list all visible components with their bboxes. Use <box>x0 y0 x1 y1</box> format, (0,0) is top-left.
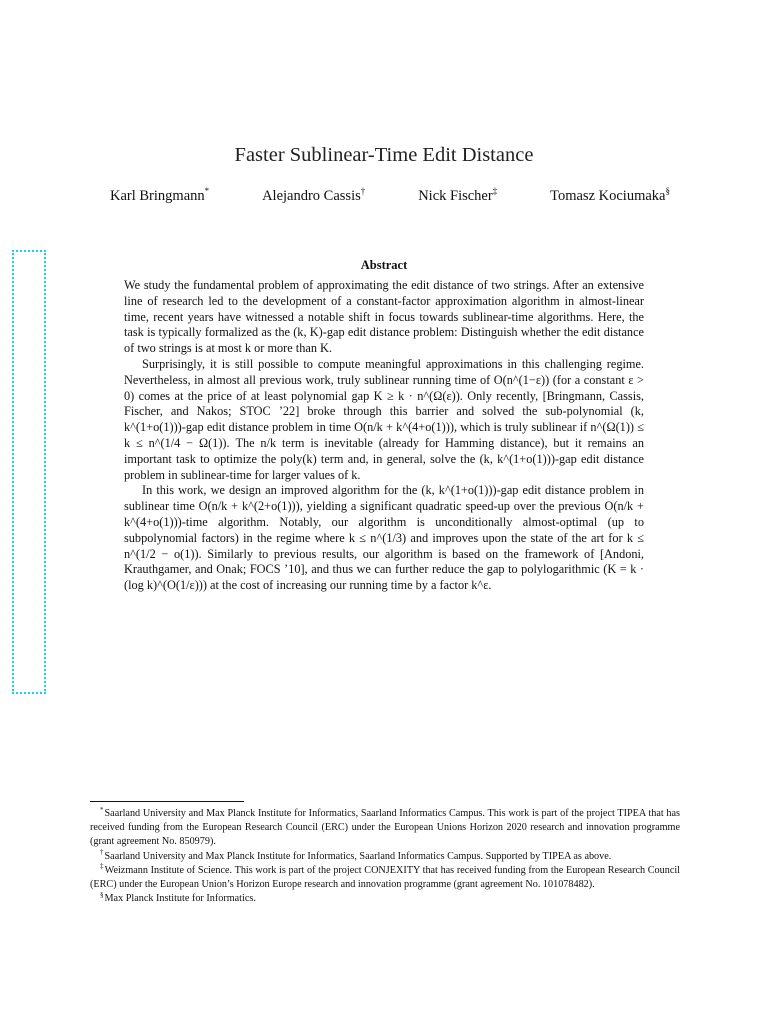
author <box>262 188 365 205</box>
abstract-paragraph: Surprisingly, it is still possible to compute meaningful approximations in this challenging regime. Nevertheless, in almost all previous work, truly sublinear running time of O(n^(1−ε)) (for a constant ε > 0) comes at the price of at least polynomial gap K ≥ k · n^(Ω(ε)). Only recently, [Bringmann, Cassis, Fischer, and Nakos; STOC ’22] broke through this barrier and solved the sub-polynomial (k, k^(1+o(1)))-gap edit distance problem in time O(n/k + k^(4+o(1))), which is truly sublinear if n^(Ω(1)) ≤ k ≤ n^(1/4 − Ω(1)). The n/k term is inevitable (already for Hamming distance), but it remains an important task to optimize the poly(k) term and, in general, solve the (k, k^(1+o(1)))-gap edit distance problem in sublinear-time for larger values of k. <box>124 356 644 482</box>
author-footnote-mark: † <box>360 186 366 197</box>
footnote-mark: † <box>100 848 104 857</box>
footnote-text: Max Planck Institute for Informatics. <box>104 893 256 905</box>
footnote-mark: § <box>100 890 104 899</box>
author-footnote-mark: § <box>665 186 670 197</box>
author-footnote-mark: ‡ <box>492 186 498 197</box>
footnote <box>90 864 680 892</box>
abstract-paragraph: In this work, we design an improved algorithm for the (k, k^(1+o(1)))-gap edit distance problem in sublinear time O(n/k + k^(2+o(1))), yielding a significant quadratic speed-up over the previous O(n/k + k^(4+o(1)))-time algorithm. Notably, our algorithm is unconditionally almost-optimal (up to subpolynomial factors) in the regime where k ≤ n^(1/3) and improves upon the state of the art for k ≤ n^(1/2 − o(1)). Similarly to previous results, our algorithm is based on the framework of [Andoni, Krauthgamer, and Onak; FOCS ’10], and thus we can further reduce the gap to polylogarithmic (K = k · (log k)^(O(1/ε))) at the cost of increasing our running time by a factor k^ε. <box>124 483 644 593</box>
author-name: Alejandro Cassis <box>262 188 361 204</box>
author-list <box>110 188 670 205</box>
footnotes <box>90 807 680 906</box>
footnote-divider <box>90 801 244 802</box>
paper-title: Faster Sublinear-Time Edit Distance <box>234 144 534 166</box>
abstract-body <box>124 278 644 594</box>
footnote <box>90 892 680 906</box>
footnote-mark: ‡ <box>100 862 104 871</box>
footnote-text: Saarland University and Max Planck Institute for Informatics, Saarland Informatics Campus. This work is part of the project TIPEA that has received funding from the European Research Council (ERC) under the European Unions Horizon 2020 research and innovation programme (grant agreement No. 850979). <box>90 808 680 848</box>
footnote-mark: * <box>100 805 104 814</box>
arxiv-identifier-placeholder <box>12 250 46 694</box>
author-name: Nick Fischer <box>418 188 493 204</box>
abstract-heading: Abstract <box>360 258 408 272</box>
author <box>110 188 209 205</box>
author <box>418 188 497 205</box>
author-footnote-mark: * <box>204 186 210 197</box>
footnote <box>90 850 680 864</box>
author <box>550 188 670 205</box>
author-name: Karl Bringmann <box>110 188 205 204</box>
footnote <box>90 807 680 850</box>
author-name: Tomasz Kociumaka <box>550 188 666 204</box>
abstract-paragraph: We study the fundamental problem of approximating the edit distance of two strings. After an extensive line of research led to the development of a constant-factor approximation algorithm in almost-linear time, recent years have witnessed a notable shift in focus towards sublinear-time algorithms. Here, the task is typically formalized as the (k, K)-gap edit distance problem: Distinguish whether the edit distance of two strings is at most k or more than K. <box>124 278 644 356</box>
footnote-text: Saarland University and Max Planck Institute for Informatics, Saarland Informatics Campus. Supported by TIPEA as above. <box>104 850 612 862</box>
footnote-text: Weizmann Institute of Science. This work is part of the project CONJEXITY that has received funding from the European Research Council (ERC) under the European Union’s Horizon Europe research and innovation programme (grant agreement No. 101078482). <box>90 864 681 891</box>
